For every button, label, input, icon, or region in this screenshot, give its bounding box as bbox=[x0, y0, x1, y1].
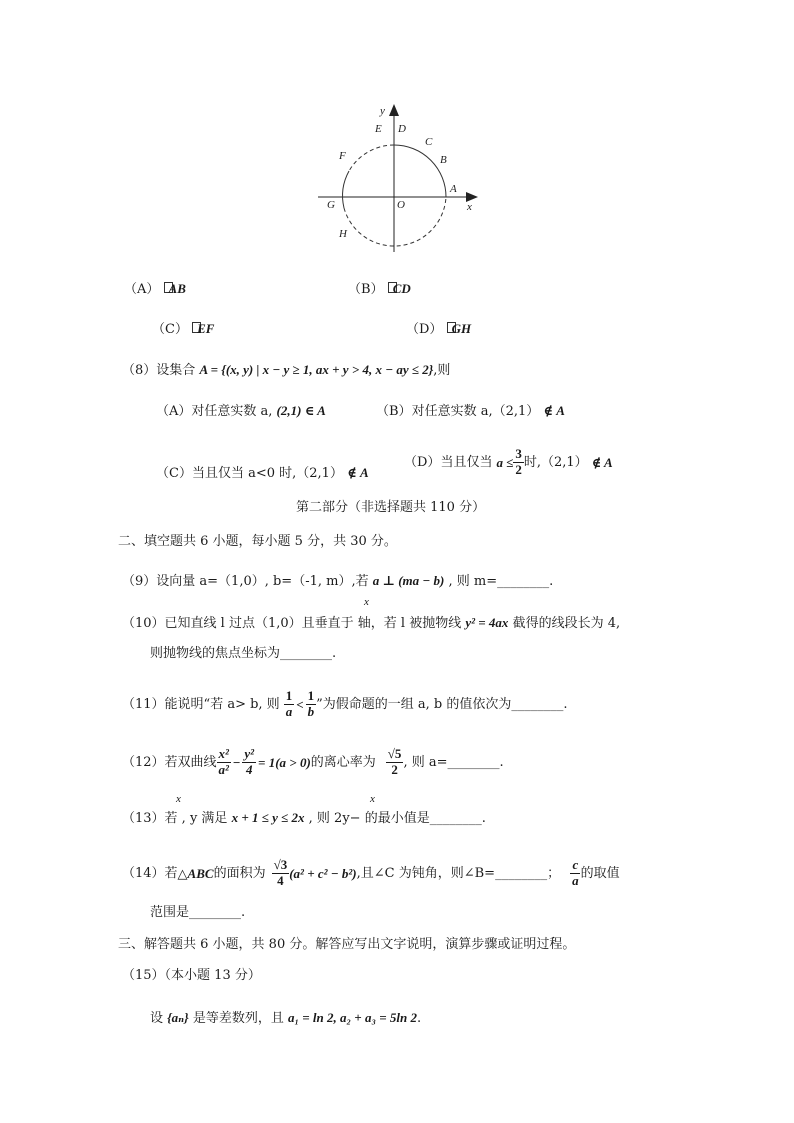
q10-line1 bbox=[122, 616, 620, 630]
q11-fraction-left: $\frac{1}{a}$ bbox=[285, 688, 293, 719]
q13-math: x + 1 ≤ y ≤ 2x bbox=[231, 810, 305, 825]
q14-text-d: 的取值 bbox=[580, 865, 620, 881]
q10-line2: 则抛物线的焦点坐标为________. bbox=[150, 646, 337, 661]
q15-title: （15）（本小题 13 分） bbox=[122, 968, 261, 983]
q8-option-d-fraction: $\frac{3}{2}$ bbox=[515, 446, 522, 477]
y-axis-arrow-icon bbox=[389, 104, 399, 116]
q14-ratio: $\frac{c}{a}$ bbox=[572, 857, 579, 888]
q11-less-than: < bbox=[296, 696, 304, 712]
q15-math: a₁ = ln 2, a₂ + a₃ = 5ln 2 bbox=[287, 1010, 417, 1025]
label-point-a: A bbox=[450, 183, 457, 195]
q12-text-c: , 则 a=________. bbox=[403, 754, 504, 770]
arc-solid-left bbox=[343, 171, 349, 208]
q14 bbox=[122, 850, 620, 896]
q7-option-c-label: （C） bbox=[152, 322, 188, 337]
q14-text-b: 的面积为 bbox=[213, 865, 266, 881]
q14-line2: 范围是________. bbox=[150, 905, 246, 920]
unit-circle-figure bbox=[312, 100, 484, 260]
label-point-c: C bbox=[425, 136, 433, 148]
section2-header: 二、填空题共 6 小题，每小题 5 分，共 30 分。 bbox=[118, 534, 397, 549]
q12-minus: − bbox=[232, 754, 241, 770]
q8-suffix: ,则 bbox=[433, 363, 451, 378]
q7-option-a-label: （A） bbox=[124, 282, 160, 297]
q8-option-a-label: （A） bbox=[156, 404, 192, 419]
q7-option-c-arc: EF bbox=[197, 321, 215, 336]
q8-option-b bbox=[376, 404, 565, 418]
q10-line1-a: （10）已知直线 l 过点（1,0）且垂直于 轴，若 l 被抛物线 bbox=[122, 616, 462, 631]
q12-fraction-y: $\frac{\text{y²}}{4}$ bbox=[244, 746, 255, 777]
q13-x-mark-2: x bbox=[370, 793, 375, 805]
q8-option-d-label: （D） bbox=[404, 454, 441, 470]
q7-option-b-label: （B） bbox=[348, 282, 384, 297]
label-point-h: H bbox=[339, 228, 347, 240]
label-x: x bbox=[467, 201, 472, 213]
q14-text-c: ,且∠C 为钝角，则∠B=________； bbox=[356, 865, 561, 881]
q15-text-b: 是等差数列，且 bbox=[192, 1011, 284, 1026]
q7-option-c bbox=[152, 322, 214, 336]
q7-option-b-arc: CD bbox=[392, 281, 411, 296]
arc-dashed-top-left bbox=[349, 145, 394, 171]
q8-option-d-tail: 时,（2,1） bbox=[523, 454, 588, 470]
q9 bbox=[122, 574, 553, 588]
q8-option-b-label: （B） bbox=[376, 404, 412, 419]
q7-option-d bbox=[406, 322, 471, 336]
q7-option-a bbox=[124, 282, 186, 296]
q8-option-d-math: ∉ A bbox=[591, 454, 613, 470]
q11-text-a: （11）能说明“若 a> b, 则 bbox=[122, 696, 280, 712]
q15-sequence: {aₙ} bbox=[167, 1010, 189, 1025]
arc-solid-first-quadrant bbox=[394, 145, 446, 197]
label-point-b: B bbox=[440, 154, 447, 166]
q13 bbox=[122, 811, 486, 825]
section3-header: 三、解答题共 6 小题，共 80 分。解答应写出文字说明，演算步骤或证明过程。 bbox=[118, 937, 576, 952]
q8-option-c bbox=[156, 466, 369, 480]
q13-text-b: , 则 2y− 的最小值是________. bbox=[308, 811, 486, 826]
q12-fraction-x: $\frac{\text{x²}}{\text{a²}}$ bbox=[218, 746, 229, 777]
q13-x-mark-1: x bbox=[176, 793, 181, 805]
q15-text-a: 设 bbox=[150, 1011, 164, 1026]
q10-math: y² = 4ax bbox=[465, 615, 509, 630]
q8-set-expression: A = {(x, y) | x − y ≥ 1, ax + y > 4, x − ay ≤ 2} bbox=[199, 362, 434, 377]
q8-option-c-text: 当且仅当 a<0 时,（2,1） bbox=[191, 466, 343, 481]
q12-text-b: 的离心率为 bbox=[310, 754, 376, 770]
q8-option-d bbox=[404, 443, 613, 481]
label-point-d: D bbox=[398, 123, 406, 135]
q10-line1-b: 截得的线段长为 4, bbox=[512, 616, 621, 631]
q8-option-c-label: （C） bbox=[156, 466, 192, 481]
q7-option-b bbox=[348, 282, 411, 296]
label-y: y bbox=[380, 105, 385, 117]
q8-stem bbox=[122, 363, 450, 377]
q12-eccentricity: $\frac{√5}{2}$ bbox=[387, 746, 402, 777]
q14-fraction: $\frac{√3}{4}$ bbox=[273, 857, 288, 888]
q7-option-a-arc: AB bbox=[168, 281, 186, 296]
q14-expression: (a² + c² − b²) bbox=[289, 865, 357, 881]
q8-option-a bbox=[156, 404, 326, 418]
label-point-e: E bbox=[375, 123, 382, 135]
q13-text-a: （13）若 , y 满足 bbox=[122, 811, 228, 826]
q7-option-d-arc: GH bbox=[451, 321, 472, 336]
q11 bbox=[122, 682, 568, 726]
q8-option-a-text: 对任意实数 a, bbox=[191, 404, 273, 419]
q11-fraction-right: $\frac{1}{b}$ bbox=[307, 688, 315, 719]
q15-stem bbox=[150, 1011, 421, 1025]
q7-option-d-label: （D） bbox=[406, 322, 443, 337]
q8-option-b-text: 对任意实数 a,（2,1） bbox=[411, 404, 540, 419]
q9-text: （9）设向量 a=（1,0）, b=（-1, m）,若 bbox=[122, 574, 369, 589]
q11-text-b: ”为假命题的一组 a, b 的值依次为________. bbox=[316, 696, 568, 712]
q14-text-a: （14）若 bbox=[122, 865, 178, 881]
q8-option-d-a: a ≤ bbox=[496, 454, 514, 470]
q10-x-mark: x bbox=[364, 596, 369, 608]
label-origin: O bbox=[397, 199, 405, 211]
label-point-f: F bbox=[339, 150, 346, 162]
q8-prefix: 设集合 bbox=[156, 363, 196, 378]
q8-option-c-math: ∉ A bbox=[347, 465, 369, 480]
q8-number: （8） bbox=[122, 363, 157, 378]
q9-math: a ⊥ (ma − b) bbox=[372, 573, 445, 588]
part2-title: 第二部分（非选择题共 110 分） bbox=[296, 500, 486, 515]
q12-equals: = 1(a > 0) bbox=[258, 754, 311, 770]
label-point-g: G bbox=[327, 199, 335, 211]
q9-tail: , 则 m=________. bbox=[448, 574, 554, 589]
q8-option-a-math: (2,1) ∈ A bbox=[276, 403, 326, 418]
q14-triangle: △ABC bbox=[177, 865, 214, 881]
q8-option-b-math: ∉ A bbox=[543, 403, 565, 418]
q8-option-d-text: 当且仅当 bbox=[440, 454, 493, 470]
q12 bbox=[122, 740, 504, 784]
q12-text-a: （12）若双曲线 bbox=[122, 754, 217, 770]
q15-tail: . bbox=[416, 1011, 422, 1026]
arc-dashed-bottom bbox=[344, 197, 446, 246]
